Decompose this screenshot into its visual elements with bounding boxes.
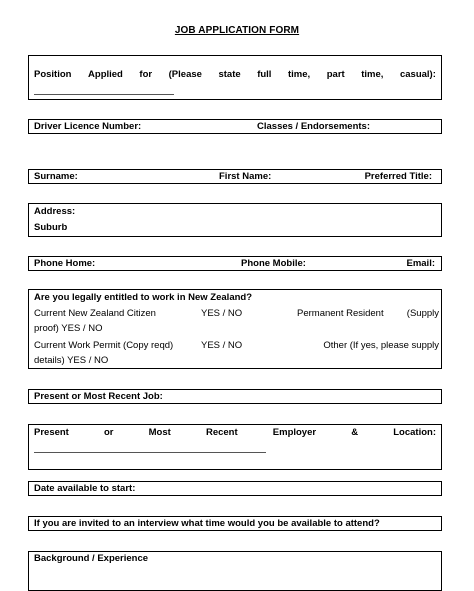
details-yes-no[interactable]: details) YES / NO	[34, 355, 109, 366]
citizen-yes-no[interactable]: YES / NO	[201, 308, 243, 319]
position-section	[28, 55, 442, 100]
suburb-label: Suburb	[34, 222, 68, 233]
work-entitlement-section	[28, 289, 442, 369]
position-word: state	[218, 69, 241, 80]
first-name-label: First Name:	[219, 171, 272, 182]
supply-proof-text: (Supply	[406, 308, 439, 319]
employer-word: Present	[34, 427, 69, 438]
email-label: Email:	[406, 258, 435, 269]
work-permit-label: Current Work Permit (Copy reqd)	[34, 340, 174, 351]
employer-word: or	[104, 427, 114, 438]
position-entry-line[interactable]	[34, 94, 174, 95]
names-section	[28, 169, 442, 184]
position-word: time,	[288, 69, 311, 80]
employer-word: Recent	[205, 427, 238, 438]
phone-mobile-label: Phone Mobile:	[241, 258, 306, 269]
employer-word: Location:	[393, 427, 436, 438]
position-word: casual):	[399, 69, 436, 80]
citizen-label: Current New Zealand Citizen	[34, 308, 156, 319]
phone-section	[28, 256, 442, 271]
preferred-title-label: Preferred Title:	[364, 171, 432, 182]
surname-label: Surname:	[34, 171, 78, 182]
present-job-section	[28, 389, 442, 404]
employer-entry-line[interactable]	[34, 452, 266, 453]
position-word: part	[326, 69, 345, 80]
entitlement-question: Are you legally entitled to work in New Zealand?	[34, 292, 253, 303]
position-label	[34, 69, 436, 80]
position-word: full	[257, 69, 272, 80]
other-label: Other (If yes, please supply	[323, 340, 439, 351]
employer-label	[34, 427, 436, 438]
employer-section	[28, 424, 442, 470]
driver-licence-label: Driver Licence Number:	[34, 121, 142, 132]
interview-section	[28, 516, 442, 531]
interview-label: If you are invited to an interview what time would you be available to attend?	[34, 518, 380, 529]
phone-home-label: Phone Home:	[34, 258, 96, 269]
date-available-label: Date available to start:	[34, 483, 136, 494]
position-word: (Please	[168, 69, 202, 80]
permit-yes-no[interactable]: YES / NO	[201, 340, 243, 351]
permanent-resident-label: Permanent Resident	[297, 308, 384, 319]
background-label: Background / Experience	[34, 553, 149, 564]
date-available-section	[28, 481, 442, 496]
address-label: Address:	[34, 206, 76, 217]
position-word: Position	[34, 69, 72, 80]
licence-section	[28, 119, 442, 134]
form-title: JOB APPLICATION FORM	[174, 25, 300, 36]
proof-yes-no[interactable]: proof) YES / NO	[34, 323, 103, 334]
address-section	[28, 203, 442, 237]
position-word: Applied	[88, 69, 123, 80]
position-word: time,	[361, 69, 384, 80]
employer-word: &	[351, 427, 359, 438]
position-word: for	[139, 69, 153, 80]
background-section	[28, 551, 442, 591]
present-job-label: Present or Most Recent Job:	[34, 391, 163, 402]
employer-word: Employer	[272, 427, 317, 438]
employer-word: Most	[148, 427, 171, 438]
classes-label: Classes / Endorsements:	[257, 121, 370, 132]
